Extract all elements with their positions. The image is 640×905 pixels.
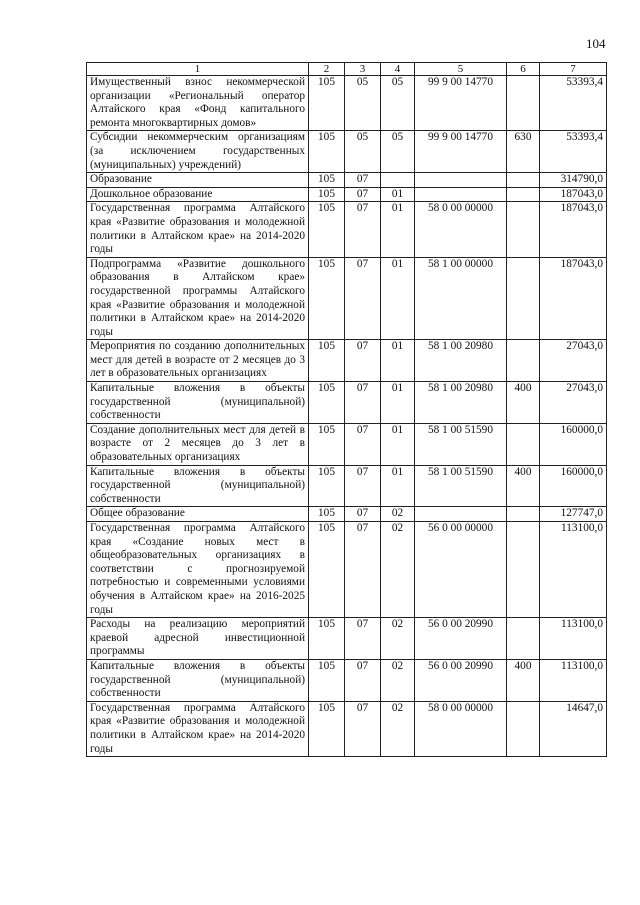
admin-code-cell: 105 xyxy=(309,76,345,131)
table-row xyxy=(87,76,607,131)
target-article-cell: 56 0 00 20990 xyxy=(415,659,507,701)
expense-type-cell xyxy=(507,522,540,618)
section-cell: 07 xyxy=(345,202,381,257)
section-cell: 07 xyxy=(345,522,381,618)
subsection-cell: 01 xyxy=(381,187,415,202)
row-name-cell: Создание дополнительных мест для детей в возрасте от 2 месяцев до 3 лет в образовательных организациях xyxy=(87,423,309,465)
section-cell: 07 xyxy=(345,187,381,202)
row-name-cell: Государственная программа Алтайского края «Создание новых мест в общеобразовательных организациях в соответствии с прогнозируемой потребностью и современными условиями обучения в Алтайском крае» на 2016-2025 годы xyxy=(87,522,309,618)
subsection-cell: 02 xyxy=(381,618,415,660)
row-name-cell: Мероприятия по созданию дополнительных мест для детей в возрасте от 2 месяцев до 3 лет в образовательных организациях xyxy=(87,340,309,382)
target-article-cell xyxy=(415,187,507,202)
expense-type-cell xyxy=(507,76,540,131)
amount-cell: 187043,0 xyxy=(540,257,607,340)
row-name-cell: Расходы на реализацию мероприятий краевой адресной инвестиционной программы xyxy=(87,618,309,660)
section-cell: 07 xyxy=(345,659,381,701)
expense-type-cell xyxy=(507,340,540,382)
amount-cell: 14647,0 xyxy=(540,701,607,756)
admin-code-cell: 105 xyxy=(309,701,345,756)
section-cell: 05 xyxy=(345,76,381,131)
target-article-cell: 58 0 00 00000 xyxy=(415,202,507,257)
target-article-cell xyxy=(415,507,507,522)
amount-cell: 27043,0 xyxy=(540,382,607,424)
section-cell: 05 xyxy=(345,131,381,173)
subsection-cell xyxy=(381,173,415,188)
target-article-cell: 56 0 00 00000 xyxy=(415,522,507,618)
subsection-cell: 01 xyxy=(381,465,415,507)
table-row xyxy=(87,465,607,507)
budget-table xyxy=(86,62,607,757)
section-cell: 07 xyxy=(345,701,381,756)
table-header-row xyxy=(87,63,607,76)
admin-code-cell: 105 xyxy=(309,507,345,522)
target-article-cell: 99 9 00 14770 xyxy=(415,76,507,131)
section-cell: 07 xyxy=(345,257,381,340)
expense-type-cell: 400 xyxy=(507,465,540,507)
section-cell: 07 xyxy=(345,340,381,382)
target-article-cell: 58 1 00 20980 xyxy=(415,340,507,382)
section-cell: 07 xyxy=(345,423,381,465)
admin-code-cell: 105 xyxy=(309,465,345,507)
target-article-cell: 58 0 00 00000 xyxy=(415,701,507,756)
table-row xyxy=(87,507,607,522)
admin-code-cell: 105 xyxy=(309,423,345,465)
admin-code-cell: 105 xyxy=(309,659,345,701)
table-row xyxy=(87,340,607,382)
expense-type-cell xyxy=(507,423,540,465)
admin-code-cell: 105 xyxy=(309,187,345,202)
subsection-cell: 02 xyxy=(381,507,415,522)
subsection-cell: 01 xyxy=(381,340,415,382)
expense-type-cell xyxy=(507,257,540,340)
target-article-cell: 58 1 00 20980 xyxy=(415,382,507,424)
row-name-cell: Имущественный взнос некоммерческой организации «Региональный оператор Алтайского края «Фонд капитального ремонта многоквартирных домов» xyxy=(87,76,309,131)
expense-type-cell: 400 xyxy=(507,382,540,424)
expense-type-cell: 400 xyxy=(507,659,540,701)
amount-cell: 113100,0 xyxy=(540,659,607,701)
admin-code-cell: 105 xyxy=(309,340,345,382)
expense-type-cell xyxy=(507,202,540,257)
subsection-cell: 05 xyxy=(381,131,415,173)
header-cell: 2 xyxy=(309,63,345,76)
row-name-cell: Дошкольное образование xyxy=(87,187,309,202)
row-name-cell: Подпрограмма «Развитие дошкольного образования в Алтайском крае» государственной программы Алтайского края «Развитие образования и молодежной политики в Алтайском крае» на 2014-2020 годы xyxy=(87,257,309,340)
target-article-cell: 58 1 00 00000 xyxy=(415,257,507,340)
row-name-cell: Капитальные вложения в объекты государственной (муниципальной) собственности xyxy=(87,659,309,701)
table-row xyxy=(87,618,607,660)
expense-type-cell: 630 xyxy=(507,131,540,173)
expense-type-cell xyxy=(507,701,540,756)
target-article-cell: 56 0 00 20990 xyxy=(415,618,507,660)
header-cell: 7 xyxy=(540,63,607,76)
header-cell: 5 xyxy=(415,63,507,76)
table-row xyxy=(87,202,607,257)
admin-code-cell: 105 xyxy=(309,618,345,660)
amount-cell: 127747,0 xyxy=(540,507,607,522)
section-cell: 07 xyxy=(345,382,381,424)
table-row xyxy=(87,659,607,701)
row-name-cell: Образование xyxy=(87,173,309,188)
header-cell: 1 xyxy=(87,63,309,76)
amount-cell: 160000,0 xyxy=(540,423,607,465)
row-name-cell: Государственная программа Алтайского края «Развитие образования и молодежной политики в Алтайском крае» на 2014-2020 годы xyxy=(87,701,309,756)
subsection-cell: 02 xyxy=(381,701,415,756)
amount-cell: 187043,0 xyxy=(540,202,607,257)
subsection-cell: 01 xyxy=(381,202,415,257)
table-row xyxy=(87,187,607,202)
row-name-cell: Государственная программа Алтайского края «Развитие образования и молодежной политики в Алтайском крае» на 2014-2020 годы xyxy=(87,202,309,257)
row-name-cell: Капитальные вложения в объекты государственной (муниципальной) собственности xyxy=(87,382,309,424)
amount-cell: 113100,0 xyxy=(540,522,607,618)
table-row xyxy=(87,382,607,424)
target-article-cell xyxy=(415,173,507,188)
subsection-cell: 05 xyxy=(381,76,415,131)
page-number: 104 xyxy=(586,36,606,51)
target-article-cell: 99 9 00 14770 xyxy=(415,131,507,173)
header-cell: 4 xyxy=(381,63,415,76)
header-cell: 3 xyxy=(345,63,381,76)
admin-code-cell: 105 xyxy=(309,202,345,257)
admin-code-cell: 105 xyxy=(309,382,345,424)
expense-type-cell xyxy=(507,187,540,202)
table-row xyxy=(87,522,607,618)
expense-type-cell xyxy=(507,173,540,188)
amount-cell: 27043,0 xyxy=(540,340,607,382)
admin-code-cell: 105 xyxy=(309,173,345,188)
subsection-cell: 01 xyxy=(381,423,415,465)
subsection-cell: 02 xyxy=(381,522,415,618)
row-name-cell: Капитальные вложения в объекты государственной (муниципальной) собственности xyxy=(87,465,309,507)
row-name-cell: Общее образование xyxy=(87,507,309,522)
table-row xyxy=(87,423,607,465)
table-row xyxy=(87,257,607,340)
amount-cell: 187043,0 xyxy=(540,187,607,202)
target-article-cell: 58 1 00 51590 xyxy=(415,423,507,465)
expense-type-cell xyxy=(507,507,540,522)
amount-cell: 314790,0 xyxy=(540,173,607,188)
subsection-cell: 02 xyxy=(381,659,415,701)
expense-type-cell xyxy=(507,618,540,660)
subsection-cell: 01 xyxy=(381,382,415,424)
amount-cell: 113100,0 xyxy=(540,618,607,660)
section-cell: 07 xyxy=(345,618,381,660)
target-article-cell: 58 1 00 51590 xyxy=(415,465,507,507)
row-name-cell: Субсидии некоммерческим организациям (за исключением государственных (муниципальных) учреждений) xyxy=(87,131,309,173)
section-cell: 07 xyxy=(345,507,381,522)
admin-code-cell: 105 xyxy=(309,522,345,618)
table-row xyxy=(87,173,607,188)
table-row xyxy=(87,131,607,173)
amount-cell: 53393,4 xyxy=(540,131,607,173)
subsection-cell: 01 xyxy=(381,257,415,340)
amount-cell: 53393,4 xyxy=(540,76,607,131)
table-row xyxy=(87,701,607,756)
section-cell: 07 xyxy=(345,465,381,507)
admin-code-cell: 105 xyxy=(309,131,345,173)
amount-cell: 160000,0 xyxy=(540,465,607,507)
section-cell: 07 xyxy=(345,173,381,188)
admin-code-cell: 105 xyxy=(309,257,345,340)
header-cell: 6 xyxy=(507,63,540,76)
